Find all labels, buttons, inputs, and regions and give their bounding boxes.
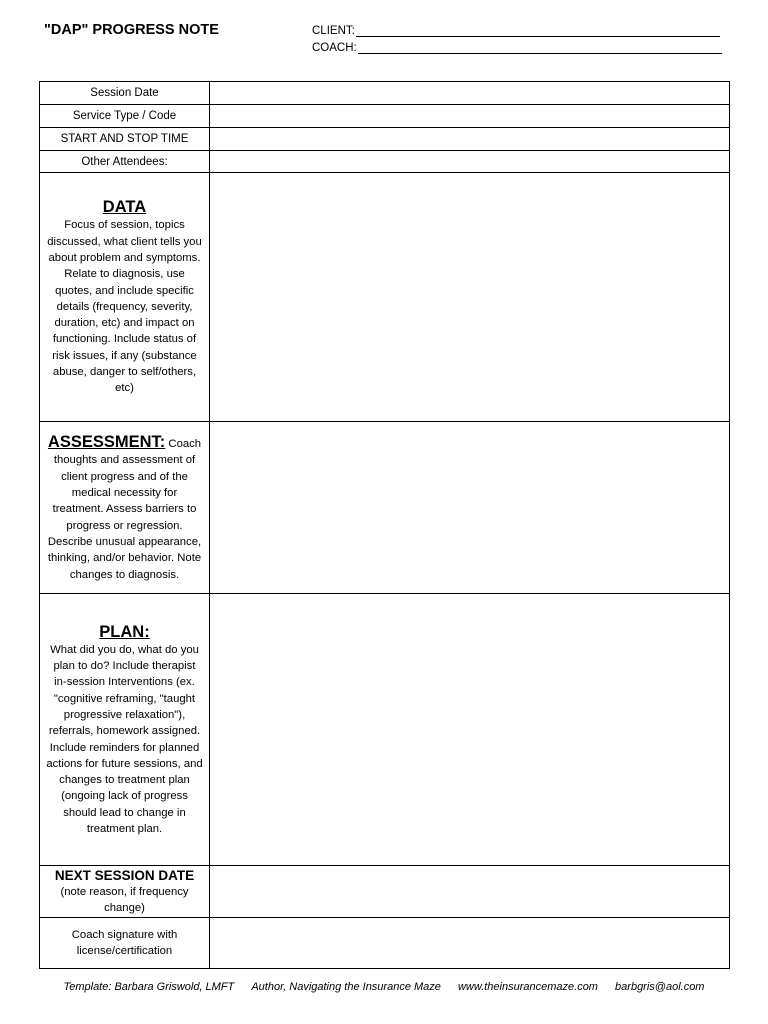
assessment-description: thoughts and assessment of client progress and of the medical necessity for treatment. Assess barriers to progress or regression. Describe unusual appearance, thinking, and/or behavior. Note changes to diagnosis. [47,454,202,581]
plan-label-cell [40,594,210,866]
plan-input[interactable] [210,594,730,866]
data-input[interactable] [210,173,730,422]
next-session-row [40,866,730,918]
data-label-cell [40,173,210,422]
service-type-row [40,105,730,128]
other-attendees-input[interactable] [210,151,730,173]
coach-field [312,42,722,54]
client-field [312,25,720,37]
footer [0,981,768,993]
next-session-input[interactable] [210,866,730,918]
other-attendees-row [40,151,730,173]
footer-email: barbgris@aol.com [615,981,705,993]
next-session-heading: NEXT SESSION DATE [54,867,195,883]
signature-label-cell [40,918,210,969]
plan-row [40,594,730,866]
dap-form-table [39,81,730,969]
service-type-input[interactable] [210,105,730,128]
data-row [40,173,730,422]
assessment-lead: Coach [168,438,202,451]
start-stop-row [40,128,730,151]
service-type-label: Service Type / Code [40,105,210,128]
coach-label: COACH: [312,42,357,54]
other-attendees-label: Other Attendees: [40,151,210,173]
page-title: "DAP" PROGRESS NOTE [44,22,219,38]
data-heading: DATA [102,198,147,217]
footer-author: Author, Navigating the Insurance Maze [251,981,441,993]
plan-description: What did you do, what do you plan to do? Include therapist in-session Interventions (ex. "cognitive reframing, "taught progressive relaxation"), referrals, homework assigned. Include reminders for planned actions for future sessions, and changes to treatment plan (ongoing lack of progress should lead to change in treatment plan. [46,643,203,835]
signature-label: Coach signature with license/certification [71,928,178,957]
session-date-row [40,82,730,105]
next-session-note: (note reason, if frequency change) [60,885,189,914]
next-session-label-cell [40,866,210,918]
session-date-input[interactable] [210,82,730,105]
session-date-label: Session Date [40,82,210,105]
footer-website: www.theinsurancemaze.com [457,981,598,993]
start-stop-input[interactable] [210,128,730,151]
client-input-line[interactable] [356,25,720,37]
assessment-row [40,422,730,594]
assessment-label-cell [40,422,210,594]
plan-heading: PLAN: [99,622,150,641]
signature-row [40,918,730,969]
data-description: Focus of session, topics discussed, what client tells you about problem and symptoms. Relate to diagnosis, use quotes, and include specific details (frequency, severity, duration, etc) and impact on functioning. Include status of risk issues, if any (substance abuse, danger to self/others, etc) [47,219,202,395]
start-stop-label: START AND STOP TIME [40,128,210,151]
signature-input[interactable] [210,918,730,969]
assessment-input[interactable] [210,422,730,594]
assessment-heading: ASSESSMENT: [47,433,166,452]
client-label: CLIENT: [312,25,355,37]
coach-input-line[interactable] [358,42,722,54]
footer-template: Template: Barbara Griswold, LMFT [63,981,235,993]
